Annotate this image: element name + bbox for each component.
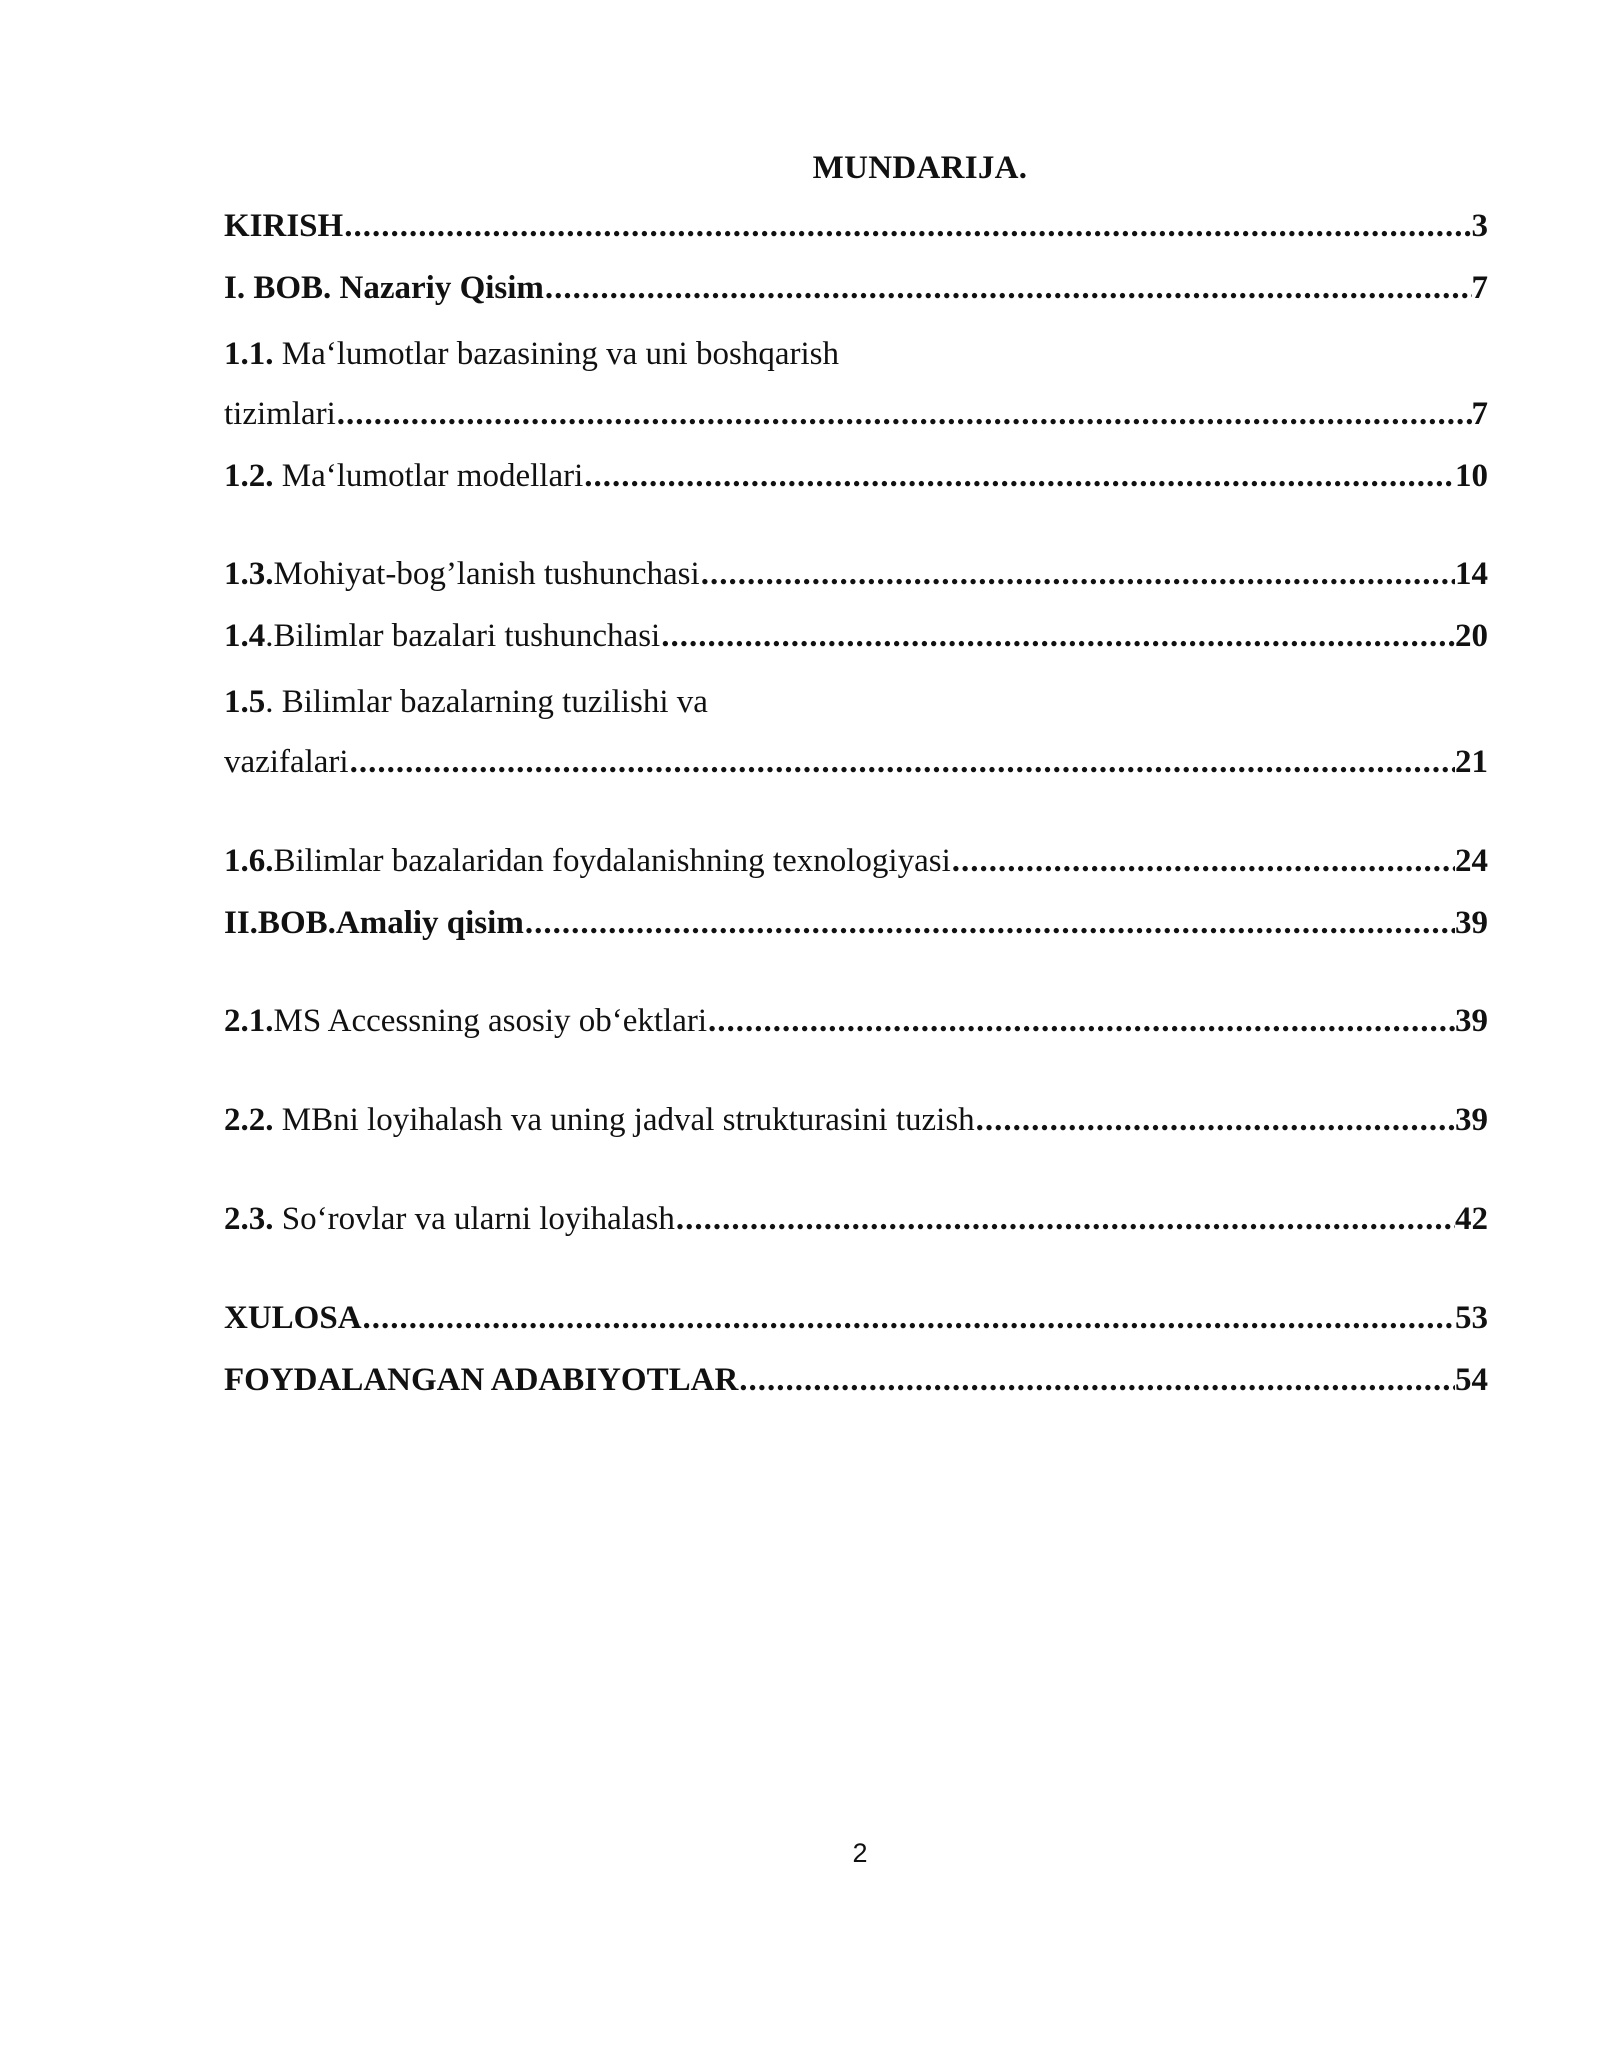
section-number: 1.2. [224, 458, 274, 494]
section-number: 2.1. [224, 1003, 274, 1039]
dot-leader [343, 206, 1471, 246]
section-number: 2.2. [224, 1102, 274, 1138]
toc-label: Bilimlar bazalaridan foydalanishning texnologiyasi [273, 843, 951, 879]
toc-label: . Bilimlar bazalarning tuzilishi va [265, 684, 708, 720]
page-title: MUNDARIJA. [812, 150, 1028, 186]
section-number: 1.6. [224, 843, 274, 879]
toc-label: MS Accessning asosiy ob‘ektlari [273, 1003, 708, 1039]
toc-entry-1-5[interactable] [224, 734, 1488, 782]
dot-leader [738, 1360, 1455, 1400]
page-number-footer: 2 [852, 1838, 868, 1868]
dot-leader [675, 1199, 1455, 1239]
dot-leader [951, 841, 1455, 881]
dot-leader [707, 1001, 1455, 1041]
toc-label: FOYDALANGAN ADABIYOTLAR [224, 1362, 739, 1398]
toc-label: Ma‘lumotlar modellari [273, 458, 584, 494]
toc-entry-bob-1[interactable] [224, 260, 1488, 308]
toc-page-number: 53 [1455, 1300, 1488, 1336]
toc-label: XULOSA [224, 1300, 362, 1336]
toc-entry-1-1-line1[interactable] [224, 334, 839, 374]
toc-label: Ma‘lumotlar bazasining va uni boshqarish [273, 336, 839, 372]
toc-page-number: 39 [1455, 1003, 1488, 1039]
toc-page-number: 21 [1455, 744, 1488, 780]
toc-entry-bob-2[interactable] [224, 895, 1488, 943]
toc-page-number: 39 [1455, 905, 1488, 941]
toc-page-number: 42 [1455, 1201, 1488, 1237]
toc-label: vazifalari [224, 744, 349, 780]
dot-leader [349, 742, 1455, 782]
section-number: 1.1. [224, 336, 274, 372]
toc-page-number: 3 [1471, 208, 1488, 244]
toc-label: .Bilimlar bazalari tushunchasi [265, 618, 661, 654]
toc-label: II.BOB.Amaliy qisim [224, 905, 524, 941]
toc-entry-1-5-line1[interactable] [224, 682, 708, 722]
toc-entry-2-2[interactable] [224, 1092, 1488, 1140]
toc-entry-1-2[interactable] [224, 448, 1488, 496]
toc-entry-xulosa[interactable] [224, 1290, 1488, 1338]
toc-page-number: 39 [1455, 1102, 1488, 1138]
toc-label: KIRISH [224, 208, 344, 244]
toc-page-number: 24 [1455, 843, 1488, 879]
dot-leader [524, 903, 1455, 943]
section-number: 1.5 [224, 684, 266, 720]
toc-label: tizimlari [224, 396, 336, 432]
toc-page-number: 20 [1455, 618, 1488, 654]
toc-entry-1-6[interactable] [224, 833, 1488, 881]
toc-label: I. BOB. Nazariy Qisim [224, 270, 544, 306]
dot-leader [362, 1298, 1455, 1338]
dot-leader [544, 268, 1472, 308]
toc-entry-2-3[interactable] [224, 1191, 1488, 1239]
toc-page-number: 54 [1455, 1362, 1488, 1398]
section-number: 1.3. [224, 556, 274, 592]
dot-leader [975, 1100, 1455, 1140]
toc-page-number: 7 [1471, 396, 1488, 432]
toc-label: So‘rovlar va ularni loyihalash [273, 1201, 675, 1237]
dot-leader [660, 616, 1455, 656]
toc-entry-kirish[interactable] [224, 198, 1488, 246]
toc-entry-1-4[interactable] [224, 608, 1488, 656]
toc-page-number: 10 [1455, 458, 1488, 494]
toc-label: MBni loyihalash va uning jadval strukturasini tuzish [273, 1102, 975, 1138]
toc-entry-adabiyotlar[interactable] [224, 1352, 1488, 1400]
toc-label: Mohiyat-bog’lanish tushunchasi [273, 556, 700, 592]
section-number: 1.4 [224, 618, 266, 654]
section-number: 2.3. [224, 1201, 274, 1237]
dot-leader [336, 394, 1472, 434]
toc-entry-2-1[interactable] [224, 993, 1488, 1041]
toc-entry-1-1[interactable] [224, 386, 1488, 434]
toc-page-number: 7 [1471, 270, 1488, 306]
dot-leader [700, 554, 1455, 594]
dot-leader [583, 456, 1455, 496]
toc-entry-1-3[interactable] [224, 546, 1488, 594]
toc-page-number: 14 [1455, 556, 1488, 592]
